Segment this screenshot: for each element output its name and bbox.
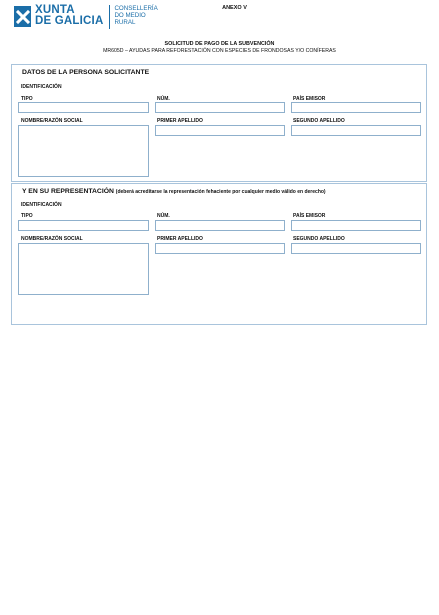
applicant-num-label: NÚM. [157, 96, 170, 102]
logo-text: XUNTA DE GALICIA [35, 4, 104, 27]
applicant-type-field[interactable] [18, 102, 149, 113]
applicant-country-label: PAÍS EMISOR [293, 96, 326, 102]
applicant-surname2-field[interactable] [291, 125, 421, 136]
document-subtitle: MR605D – AYUDAS PARA REFORESTACIÓN CON ESPECIES DE FRONDOSAS Y/O CONÍFERAS [103, 48, 336, 54]
representative-note: (deberá acreditarse la representación fehaciente por cualquier medio válido en derecho) [115, 189, 326, 195]
ministry-name: CONSELLERÍA DO MEDIO RURAL [114, 5, 158, 26]
applicant-name-field[interactable] [18, 125, 149, 177]
document-title: SOLICITUD DE PAGO DE LA SUBVENCIÓN [164, 41, 275, 47]
applicant-section-title: DATOS DE LA PERSONA SOLICITANTE [22, 69, 150, 76]
applicant-surname1-field[interactable] [155, 125, 285, 136]
representative-section [11, 183, 427, 325]
applicant-name-label: NOMBRE/RAZÓN SOCIAL [21, 118, 83, 124]
representative-type-label: TIPO [21, 213, 33, 219]
representative-name-field[interactable] [18, 243, 149, 295]
representative-identification-label: IDENTIFICACIÓN [21, 202, 62, 208]
applicant-section [11, 64, 427, 182]
representative-country-field[interactable] [291, 220, 421, 231]
applicant-num-field[interactable] [155, 102, 285, 113]
representative-num-field[interactable] [155, 220, 285, 231]
annex-label: ANEXO V [222, 5, 247, 11]
representative-section-title: Y EN SU REPRESENTACIÓN (deberá acreditarse la representación fehaciente por cualquier medio válido en derecho) [22, 188, 326, 195]
applicant-country-field[interactable] [291, 102, 421, 113]
representative-type-field[interactable] [18, 220, 149, 231]
representative-surname1-label: PRIMER APELLIDO [157, 236, 203, 242]
representative-name-label: NOMBRE/RAZÓN SOCIAL [21, 236, 83, 242]
representative-num-label: NÚM. [157, 213, 170, 219]
representative-country-label: PAÍS EMISOR [293, 213, 326, 219]
representative-surname2-label: SEGUNDO APELLIDO [293, 236, 345, 242]
representative-surname1-field[interactable] [155, 243, 285, 254]
applicant-surname1-label: PRIMER APELLIDO [157, 118, 203, 124]
representative-surname2-field[interactable] [291, 243, 421, 254]
applicant-type-label: TIPO [21, 96, 33, 102]
applicant-identification-label: IDENTIFICACIÓN [21, 84, 62, 90]
applicant-surname2-label: SEGUNDO APELLIDO [293, 118, 345, 124]
